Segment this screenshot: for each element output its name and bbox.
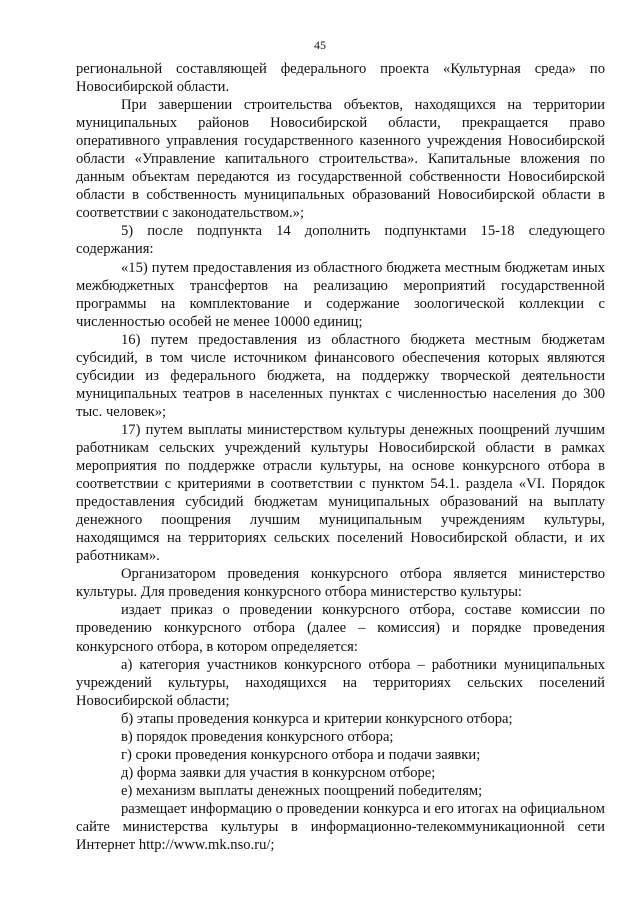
document-body — [76, 60, 605, 854]
paragraph: Организатором проведения конкурсного отбора является министерство культуры. Для проведения конкурсного отбора министерство культуры: — [76, 566, 605, 601]
paragraph: «15) путем предоставления из областного бюджета местным бюджетам иных межбюджетных трансфертов на реализацию мероприятий государственной программы на комплектование и содержание зоологической коллекции с численностью особей не менее 10000 единиц; — [76, 259, 605, 330]
paragraph: г) сроки проведения конкурсного отбора и подачи заявки; — [121, 746, 481, 763]
paragraph: издает приказ о проведении конкурсного отбора, составе комиссии по проведению конкурсного отбора (далее – комиссия) и порядке проведения конкурсного отбора, в котором определяется: — [76, 602, 605, 655]
paragraph: При завершении строительства объектов, находящихся на территории муниципальных районов Новосибирской области, прекращается право оперативного управления государственного казенного учреждения Новосибирской области «Управление капитального строительства». Капитальные вложения по данным объектам передаются из государственной собственности Новосибирской области в собственность муниципальных образований Новосибирской области в соответствии с законодательством.»; — [76, 97, 605, 222]
page-number: 45 — [314, 38, 326, 52]
paragraph: региональной составляющей федерального проекта «Культурная среда» по Новосибирской области. — [76, 61, 605, 96]
paragraph: е) механизм выплаты денежных поощрений победителям; — [121, 782, 483, 799]
paragraph: в) порядок проведения конкурсного отбора; — [121, 728, 394, 745]
paragraph: 16) путем предоставления из областного бюджета местным бюджетам субсидий, в том числе источником финансового обеспечения которых являются субсидии из федерального бюджета, на поддержку творческой деятельности муниципальных театров в населенных пунктах с численностью населения до 300 тыс. человек»; — [76, 331, 605, 420]
paragraph: б) этапы проведения конкурса и критерии конкурсного отбора; — [121, 710, 513, 727]
paragraph: размещает информацию о проведении конкурса и его итогах на официальном сайте министерства культуры в информационно-телекоммуникационной сети Интернет http://www.mk.nso.ru/; — [76, 800, 605, 854]
paragraph: 17) путем выплаты министерством культуры денежных поощрений лучшим работникам сельских учреждений культуры Новосибирской области в рамках мероприятия по поддержке отрасли культуры, на основе конкурсного отбора в соответствии с критериями в соответствии с пунктом 54.1. раздела «VI. Порядок предоставления субсидий бюджетам муниципальных образований на выплату денежного поощрения лучшим муниципальным учреждениям культуры, находящимся на территориях сельских поселений Новосибирской области, и их работникам». — [76, 421, 605, 565]
paragraph: а) категория участников конкурсного отбора – работники муниципальных учреждений культуры, находящихся на территориях сельских поселений Новосибирской области; — [76, 656, 605, 709]
paragraph: 5) после подпункта 14 дополнить подпунктами 15-18 следующего содержания: — [76, 223, 605, 258]
paragraph: д) форма заявки для участия в конкурсном отборе; — [121, 764, 436, 781]
